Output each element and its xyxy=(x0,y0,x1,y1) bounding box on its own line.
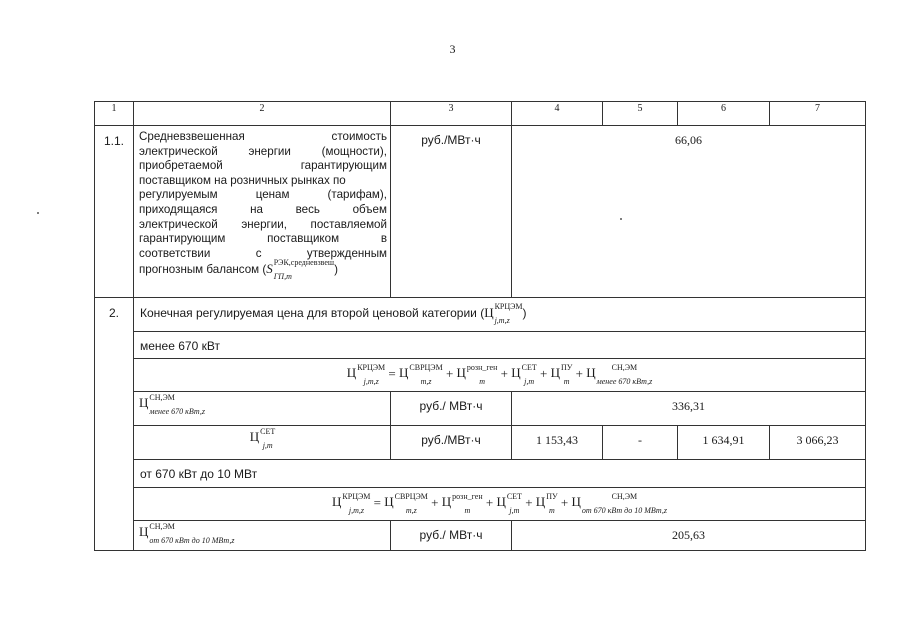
section-a-sn-row xyxy=(95,391,866,425)
symbol-sup: РЭК,средневзвеш xyxy=(273,258,335,268)
glyph-price: Ц xyxy=(484,304,494,320)
symbol-sup: КРЦЭМ xyxy=(357,362,386,372)
symbol-sub: ГП,m xyxy=(273,272,292,282)
symbol-sup: ПУ xyxy=(560,362,573,372)
symbol-sub: менее 670 кВт,z xyxy=(596,376,653,386)
desc-word: приходящаяся xyxy=(139,202,218,216)
glyph-price: Ц xyxy=(535,494,546,510)
plus-sign: + xyxy=(557,494,572,510)
header-col-5: 5 xyxy=(603,102,678,126)
price-symbol xyxy=(139,521,235,545)
header-col-2: 2 xyxy=(134,102,391,126)
symbol-sup: СЕТ xyxy=(506,491,522,501)
desc-line xyxy=(139,159,387,174)
desc-word: стоимость xyxy=(331,130,387,143)
price-symbol xyxy=(496,491,522,515)
desc-line xyxy=(139,218,387,233)
desc-word: соответствии xyxy=(139,246,211,260)
section-b-label-row xyxy=(95,459,866,487)
glyph-price: Ц xyxy=(441,494,452,510)
glyph-price: Ц xyxy=(586,365,596,381)
sn-unit: руб./ МВт·ч xyxy=(391,391,512,425)
desc-line xyxy=(139,145,387,160)
glyph-price: Ц xyxy=(511,365,521,381)
symbol-sup: КРЦЭМ xyxy=(342,491,371,501)
section-b-sn-row xyxy=(95,520,866,550)
section-a-formula-row xyxy=(95,358,866,391)
symbol-sup: СН,ЭМ xyxy=(149,521,175,531)
desc-line xyxy=(139,174,387,189)
symbol-sub: j,m,z xyxy=(494,316,510,325)
row-2-title-end: ) xyxy=(522,305,527,320)
desc-word: утвержденным xyxy=(306,246,387,260)
equals-sign: = xyxy=(370,494,385,510)
glyph-price: Ц xyxy=(496,494,506,510)
desc-word: Средневзвешенная xyxy=(139,130,245,143)
price-symbol xyxy=(535,491,558,515)
sn-symbol-cell xyxy=(134,520,391,550)
scan-speck xyxy=(37,212,39,214)
symbol-sub: j,m xyxy=(524,376,535,386)
row-number: 1.1. xyxy=(95,126,134,298)
symbol-sup: СН,ЭМ xyxy=(611,491,638,501)
glyph-price: Ц xyxy=(384,494,394,510)
plus-sign: + xyxy=(521,494,536,510)
glyph-price: Ц xyxy=(550,365,560,381)
desc-line xyxy=(139,203,387,218)
desc-word: энергии xyxy=(248,144,291,158)
symbol-sup: СЕТ xyxy=(521,362,537,372)
price-symbol xyxy=(139,392,205,416)
desc-last-text: прогнозным балансом ( xyxy=(139,263,267,277)
symbol-sub: j,m xyxy=(509,505,520,515)
price-symbol xyxy=(384,491,428,515)
desc-word: с xyxy=(255,246,262,260)
price-symbol xyxy=(399,362,443,386)
scan-speck xyxy=(620,218,622,220)
symbol-sup: КРЦЭМ xyxy=(494,302,523,311)
set-symbol-cell xyxy=(134,425,391,459)
symbol-sup: СН,ЭМ xyxy=(611,362,638,372)
symbol-sup: СЕТ xyxy=(260,426,276,436)
set-value-col5: - xyxy=(603,425,678,459)
section-a-label-row xyxy=(95,332,866,359)
tariff-table xyxy=(94,101,866,551)
sn-unit: руб./ МВт·ч xyxy=(391,520,512,550)
desc-line xyxy=(139,130,387,145)
glyph-price: Ц xyxy=(332,494,342,510)
row-unit: руб./МВт·ч xyxy=(391,126,512,298)
desc-last-line: прогнозным балансом (S РЭК,средневзвеш ГП,m ) xyxy=(139,258,338,282)
symbol-sub: m xyxy=(549,505,555,515)
price-symbol xyxy=(441,491,483,515)
header-col-4: 4 xyxy=(512,102,603,126)
desc-word: энергии, xyxy=(241,217,287,231)
sn-value: 336,31 xyxy=(512,391,866,425)
symbol-sub: j,m xyxy=(262,440,273,450)
symbol-sub: j,m,z xyxy=(363,376,379,386)
row-2-title-text: Конечная регулируемая цена для второй ценовой категории ( xyxy=(140,305,485,320)
desc-word: в xyxy=(380,232,387,246)
symbol-sup: розн_ген xyxy=(452,491,483,501)
symbol-sub: m xyxy=(563,376,570,386)
set-value-col6: 1 634,91 xyxy=(678,425,770,459)
symbol-sup: СВРЦЭМ xyxy=(394,491,428,501)
desc-word: (мощности), xyxy=(321,144,387,158)
symbol-sub: m,z xyxy=(405,505,417,515)
price-symbol xyxy=(346,362,386,386)
glyph-price: Ц xyxy=(139,524,149,540)
set-value-col7: 3 066,23 xyxy=(770,425,866,459)
desc-word: поставляемой xyxy=(310,217,387,231)
plus-sign: + xyxy=(497,365,512,381)
price-symbol xyxy=(456,362,498,386)
glyph-price: Ц xyxy=(139,395,149,411)
sn-value: 205,63 xyxy=(512,520,866,550)
desc-word: весь xyxy=(295,202,320,216)
desc-word: поставщиком xyxy=(267,232,340,246)
desc-word: (тарифам), xyxy=(327,188,387,202)
row-2-title xyxy=(95,298,866,332)
desc-word: регулируемым xyxy=(139,188,218,202)
price-symbol xyxy=(511,362,537,386)
desc-word: приобретаемой xyxy=(139,159,223,173)
set-value-col4: 1 153,43 xyxy=(512,425,603,459)
desc-word: на xyxy=(250,202,263,216)
price-symbol xyxy=(332,491,371,515)
symbol-base: S xyxy=(266,261,273,277)
section-a-label: менее 670 кВт xyxy=(134,332,866,359)
price-symbol xyxy=(249,426,276,450)
desc-word: объем xyxy=(352,202,387,216)
symbol-sub: от 670 кВт до 10 МВт,z xyxy=(149,535,235,545)
header-col-7: 7 xyxy=(770,102,866,126)
symbol-sub: m xyxy=(479,376,486,386)
price-symbol xyxy=(571,491,667,515)
section-b-label: от 670 кВт до 10 МВт xyxy=(134,459,866,487)
price-symbol xyxy=(484,302,523,325)
section-b-formula xyxy=(134,487,866,520)
desc-word: ценам xyxy=(255,188,290,202)
header-col-3: 3 xyxy=(391,102,512,126)
plus-sign: + xyxy=(442,365,457,381)
symbol-sub: от 670 кВт до 10 МВт,z xyxy=(581,505,667,515)
row-2-title-cell xyxy=(134,298,866,332)
glyph-price: Ц xyxy=(456,365,466,381)
glyph-price: Ц xyxy=(399,365,409,381)
desc-line xyxy=(139,247,387,262)
glyph-price: Ц xyxy=(249,429,260,445)
row-number: 2. xyxy=(95,298,134,551)
desc-word: электрической xyxy=(139,144,218,158)
section-a-set-row xyxy=(95,425,866,459)
equals-sign: = xyxy=(385,365,399,381)
header-col-6: 6 xyxy=(678,102,770,126)
page-number: 3 xyxy=(449,42,456,56)
section-b-formula-row xyxy=(95,487,866,520)
header-col-1: 1 xyxy=(95,102,134,126)
balance-symbol xyxy=(266,258,335,282)
symbol-sub: m xyxy=(464,505,471,515)
symbol-sub: m,z xyxy=(420,376,432,386)
desc-line xyxy=(139,232,387,247)
glyph-price: Ц xyxy=(346,365,357,381)
desc-word: гарантирующим xyxy=(300,159,387,173)
desc-word: гарантирующим xyxy=(139,232,226,246)
symbol-sup: розн_ген xyxy=(466,362,498,372)
plus-sign: + xyxy=(536,365,551,381)
price-symbol xyxy=(586,362,653,386)
set-unit: руб./МВт·ч xyxy=(391,425,512,459)
desc-word: электрической xyxy=(139,217,218,231)
plus-sign: + xyxy=(427,494,442,510)
desc-word: поставщиком на розничных рынках по xyxy=(139,173,346,187)
row-1-1 xyxy=(95,126,866,298)
plus-sign: + xyxy=(572,365,587,381)
symbol-sub: менее 670 кВт,z xyxy=(149,406,205,416)
header-row xyxy=(95,102,866,126)
price-symbol xyxy=(550,362,573,386)
glyph-price: Ц xyxy=(571,494,581,510)
symbol-sup: СВРЦЭМ xyxy=(409,362,443,372)
section-a-formula xyxy=(134,358,866,391)
row-description xyxy=(134,126,391,298)
desc-line xyxy=(139,188,387,203)
symbol-sup: СН,ЭМ xyxy=(149,392,175,402)
symbol-sup: ПУ xyxy=(546,491,558,501)
row-value: 66,06 xyxy=(512,126,866,298)
plus-sign: + xyxy=(482,494,497,510)
sn-symbol-cell xyxy=(134,391,391,425)
symbol-sub: j,m,z xyxy=(348,505,364,515)
